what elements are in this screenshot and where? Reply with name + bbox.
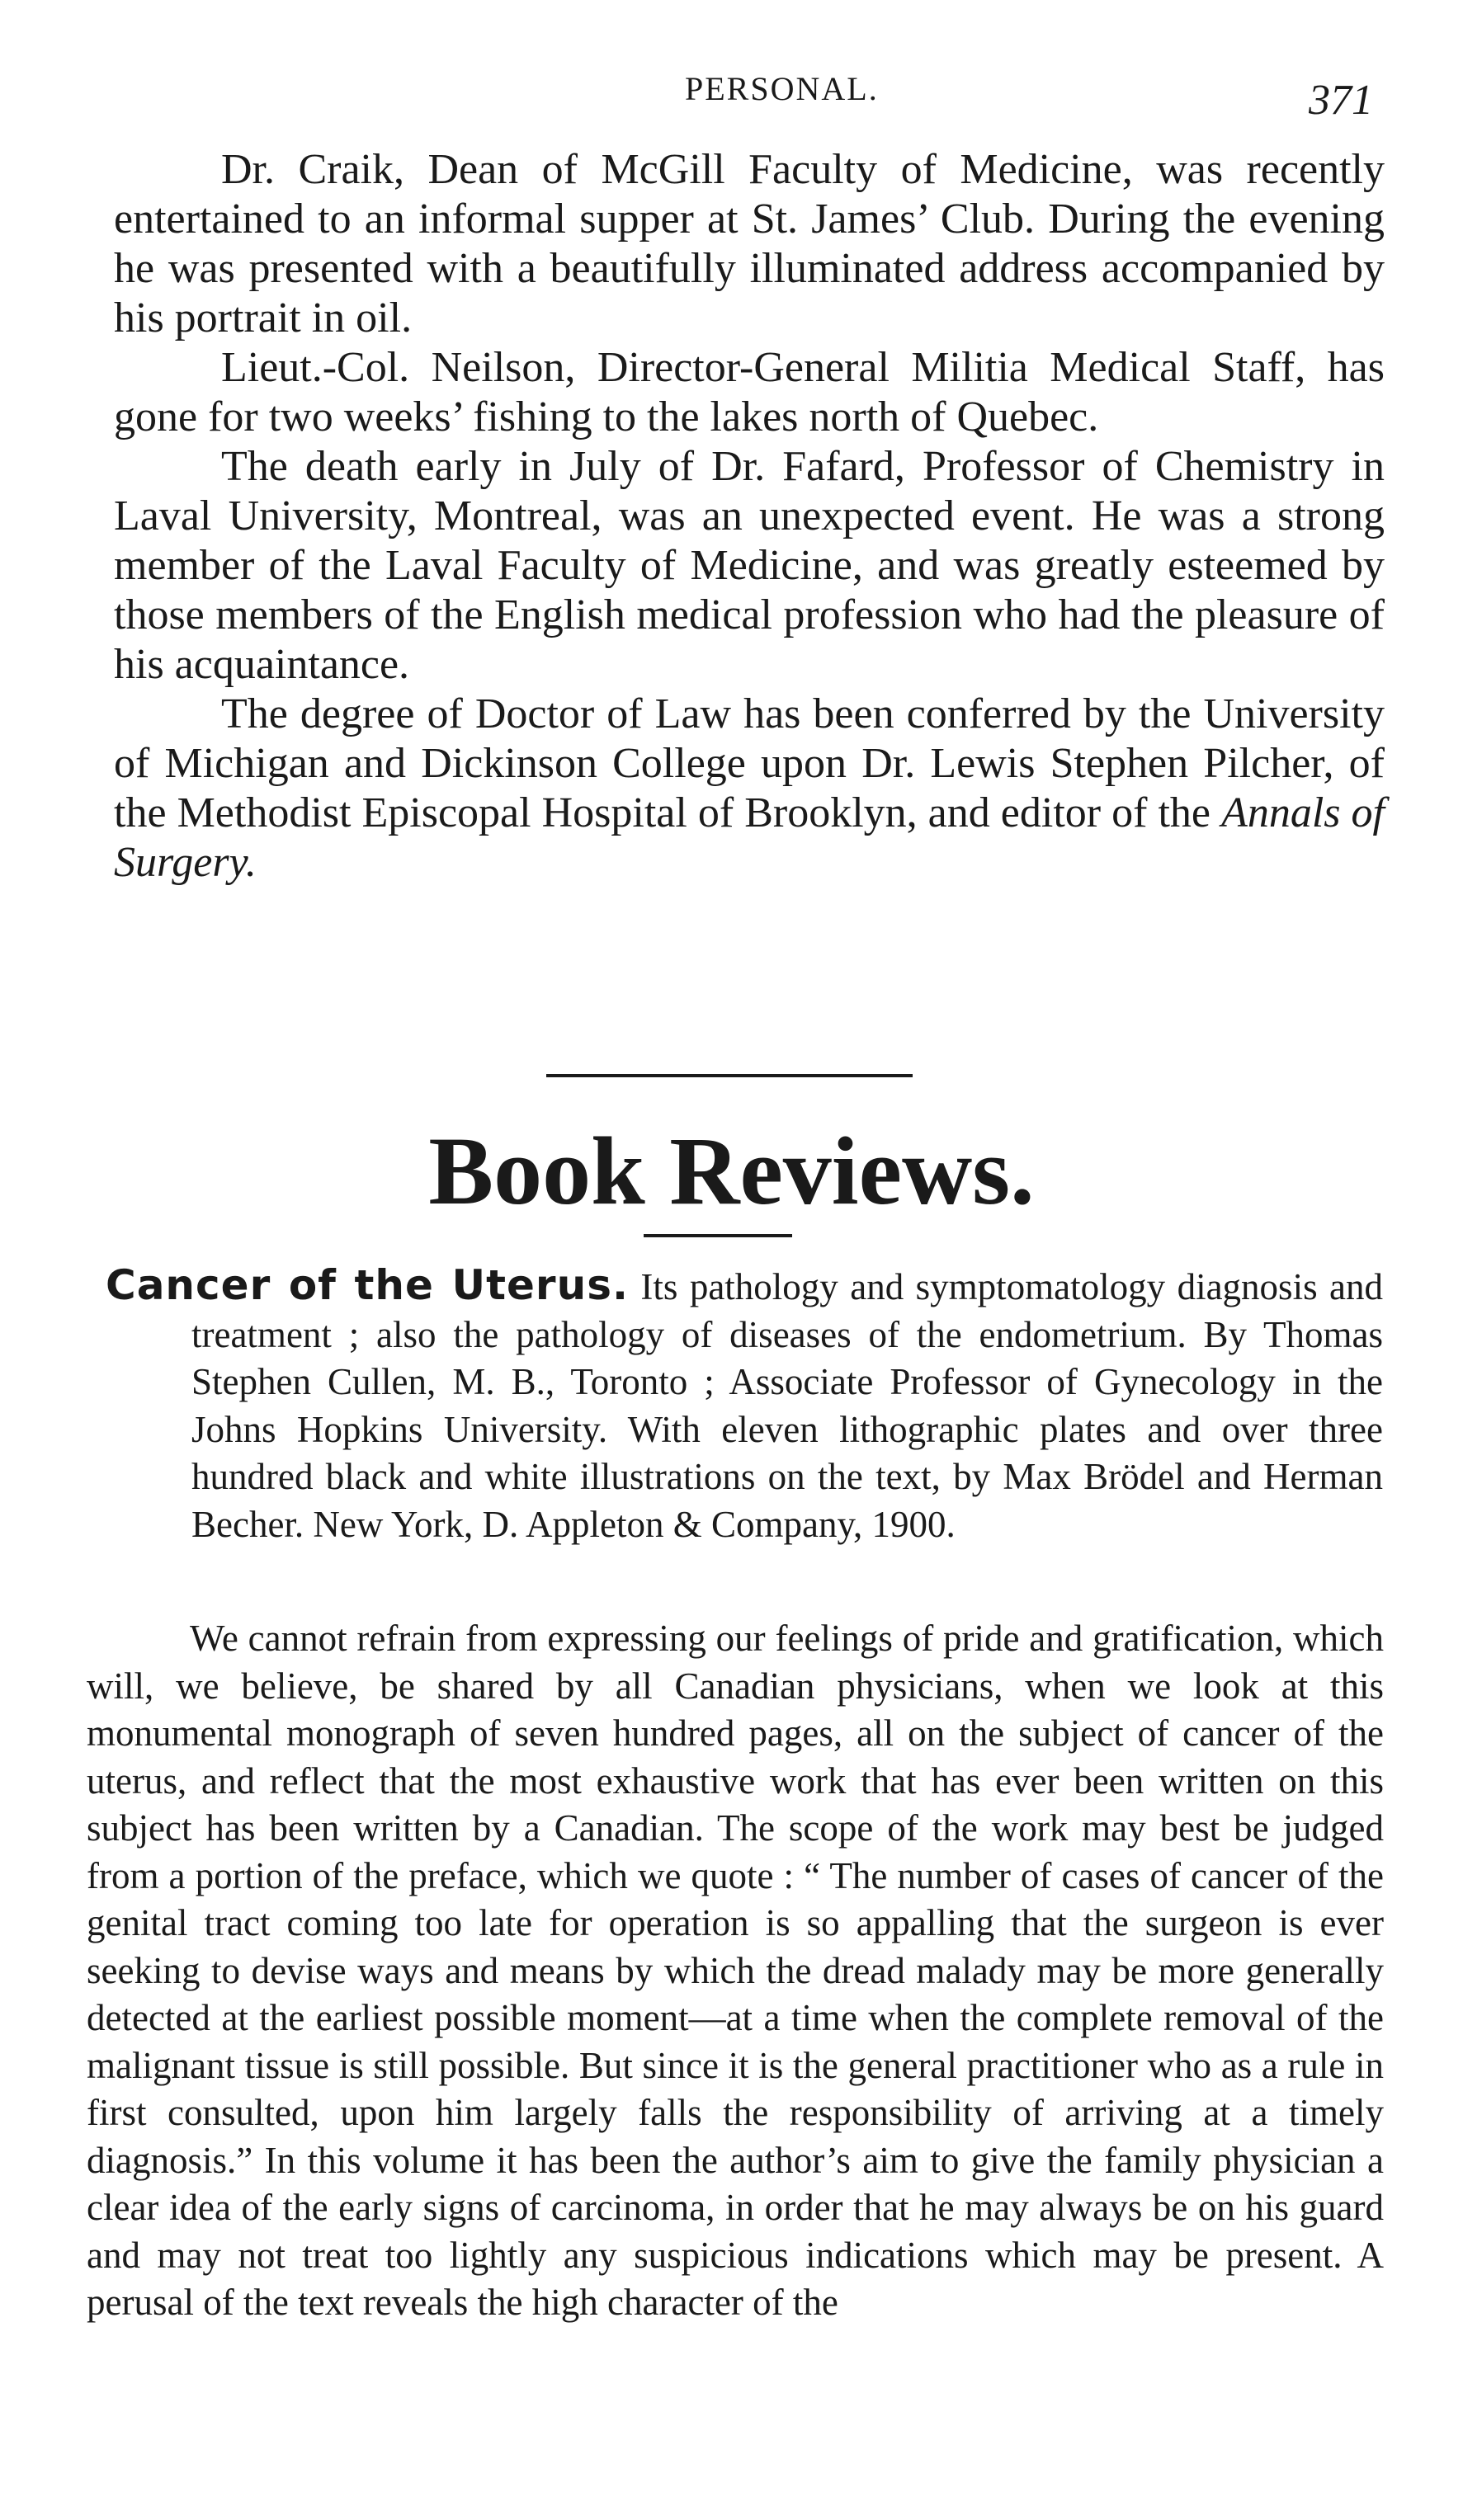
journal-title: Annals of Surgery. (114, 789, 1385, 886)
personal-paragraph-text: The degree of Doctor of Law has been conferred by the University of Michigan and Dickinson College upon Dr. Lewis Stephen Pilcher, of the Methodist Episcopal Hospital of Brooklyn, and editor of the (114, 690, 1385, 836)
title-underline (644, 1234, 792, 1237)
personal-notes (114, 145, 1385, 888)
page-number: 371 (1309, 77, 1373, 124)
section-title: Book Reviews. (428, 1117, 1035, 1225)
personal-paragraph: Dr. Craik, Dean of McGill Faculty of Medicine, was recently entertained to an informal supper at St. James’ Club. During the evening he was presented with a beautifully illuminated address accompanied by his portrait in oil. (114, 146, 1385, 341)
personal-paragraph: Lieut.-Col. Neilson, Director-General Militia Medical Staff, has gone for two weeks’ fishing to the lakes north of Quebec. (114, 344, 1385, 440)
review-body (87, 1615, 1384, 2327)
review-citation-text: Its pathology and symptomatology diagnosis and treatment ; also the pathology of diseases of the endometrium. By Thomas Stephen Cullen, M. B., Toronto ; Associate Professor of Gynecology in the Johns Hopkins University. With eleven lithographic plates and over three hundred black and white illustrations on the text, by Max Brödel and Herman Becher. New York, D. Appleton & Company, 1900. (191, 1266, 1383, 1545)
running-head: PERSONAL. (685, 70, 879, 107)
review-title: Cancer of the Uterus. (106, 1261, 629, 1309)
section-divider (546, 1074, 913, 1077)
personal-paragraph: The death early in July of Dr. Fafard, Professor of Chemistry in Laval University, Montreal, was an unexpected event. He was a strong member of the Laval Faculty of Medicine, and was greatly esteemed by those members of the English medical profession who had the pleasure of his acquaintance. (114, 443, 1385, 688)
review-citation (106, 1262, 1383, 1548)
review-paragraph: We cannot refrain from expressing our feelings of pride and gratification, which will, we believe, be shared by all Canadian physicians, when we look at this monumental monograph of seven hundred pages, all on the subject of cancer of the uterus, and reflect that the most exhaustive work that has ever been written on this subject has been written by a Canadian. The scope of the work may best be judged from a portion of the preface, which we quote : “ The number of cases of cancer of the genital tract coming too late for operation is so appalling that the surgeon is ever seeking to devise ways and means by which the dread malady may be more generally detected at the earliest possible moment—at a time when the complete removal of the malignant tissue is still possible. But since it is the general practitioner who as a rule in first consulted, upon him largely falls the responsibility of arriving at a timely diagnosis.” In this volume it has been the author’s aim to give the family physician a clear idea of the early signs of carcinoma, in order that he may always be on his guard and may not treat too lightly any suspicious indications which may be present. A perusal of the text reveals the high character of the (87, 1618, 1384, 2323)
personal-paragraph (114, 690, 1385, 888)
